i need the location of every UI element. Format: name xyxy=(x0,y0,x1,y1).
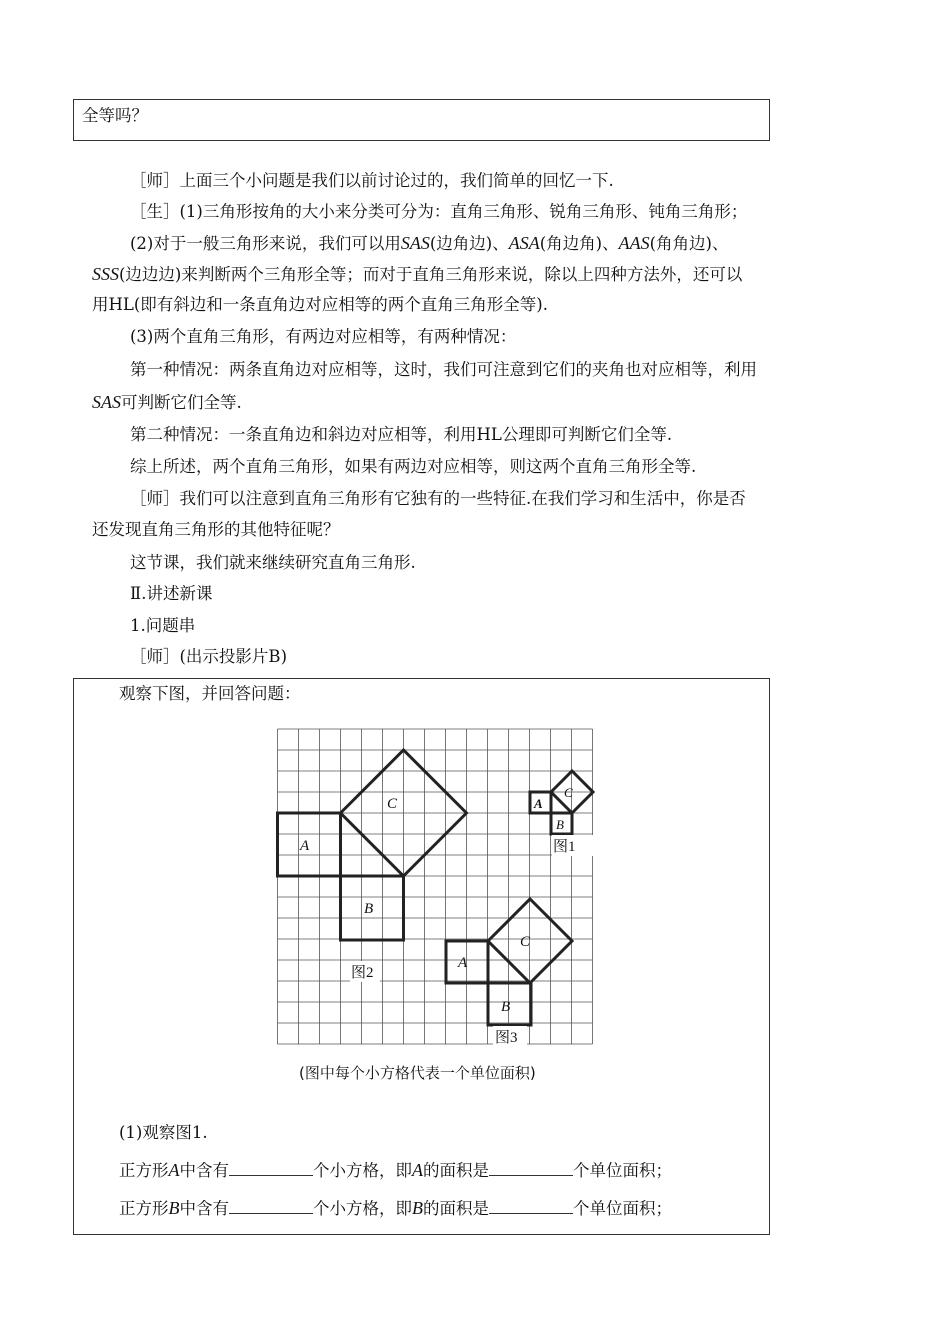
slide-intro: 观察下图，并回答问题： xyxy=(119,684,301,703)
fig3-caption: 图3 xyxy=(495,1030,518,1046)
paragraph-2: ［生］(1)三角形按角的大小来分类可分为：直角三角形、锐角三角形、钝角三角形； xyxy=(130,202,748,221)
slide-box xyxy=(73,678,770,1235)
sas-term-2: SAS xyxy=(92,392,121,412)
pythagoras-grid-figure xyxy=(274,727,599,1057)
paragraph-3 xyxy=(130,232,729,255)
var-b: B xyxy=(168,1198,180,1218)
paragraph-8 xyxy=(92,391,242,414)
fig2-label-c: C xyxy=(387,796,398,812)
fig1-caption: 图1 xyxy=(553,839,576,855)
fig1-label-c: C xyxy=(564,785,573,800)
section-heading: Ⅱ.讲述新课 xyxy=(130,584,213,603)
paragraph-12: 还发现直角三角形的其他特征呢？ xyxy=(92,520,340,539)
paragraph-13: 这节课，我们就来继续研究直角三角形. xyxy=(130,553,416,572)
sss-term: SSS xyxy=(92,264,119,284)
paragraph-7: 第一种情况：两条直角边对应相等，这时，我们可注意到它们的夹角也对应相等，利用 xyxy=(130,360,757,379)
blank-b-count[interactable] xyxy=(229,1197,313,1214)
p4-text: (边边边)来判断两个三角形全等；而对于直角三角形来说，除以上四种方法外，还可以 xyxy=(119,265,743,284)
sas-term: SAS xyxy=(400,233,430,253)
p3-text-d: (角角边)、 xyxy=(649,234,729,253)
question-b-line: 正方形B中含有 个小方格，即B的面积是 个单位面积； xyxy=(119,1198,672,1218)
fig3-label-b: B xyxy=(501,999,511,1015)
asa-term: ASA xyxy=(508,233,540,253)
question-1: (1)观察图1. xyxy=(119,1123,208,1142)
top-box-text: 全等吗？ xyxy=(82,106,148,125)
p3-text-a: (2)对于一般三角形来说，我们可以用 xyxy=(130,234,401,253)
figure-caption: (图中每个小方格代表一个单位面积) xyxy=(299,1064,536,1082)
paragraph-4 xyxy=(92,263,742,286)
blank-b-area[interactable] xyxy=(489,1197,573,1214)
paragraph-10: 综上所述，两个直角三角形，如果有两边对应相等，则这两个直角三角形全等. xyxy=(130,457,697,476)
p3-text-b: (边角边)、 xyxy=(429,234,509,253)
paragraph-6: (3)两个直角三角形，有两边对应相等，有两种情况： xyxy=(130,327,517,346)
blank-a-area[interactable] xyxy=(489,1159,573,1176)
paragraph-9: 第二种情况：一条直角边和斜边对应相等，利用HL公理即可判断它们全等. xyxy=(130,425,673,444)
fig1-label-b: B xyxy=(556,817,564,832)
paragraph-11: ［师］我们可以注意到直角三角形有它独有的一些特征.在我们学习和生活中，你是否 xyxy=(130,489,746,508)
p3-text-c: (角边角)、 xyxy=(539,234,619,253)
fig2-caption: 图2 xyxy=(351,965,374,981)
fig2-label-b: B xyxy=(364,901,374,917)
fig3-label-a: A xyxy=(458,955,468,971)
paragraph-16: ［师］(出示投影片B) xyxy=(130,647,287,666)
fig2-label-a: A xyxy=(300,838,310,854)
p8-text: 可判断它们全等. xyxy=(121,393,242,412)
var-a: A xyxy=(168,1160,180,1180)
fig1-label-a: A xyxy=(534,796,543,811)
paragraph-1: ［师］上面三个小问题是我们以前讨论过的，我们简单的回忆一下. xyxy=(130,171,614,190)
fig3-label-c: C xyxy=(520,934,531,950)
paragraph-5: 用HL(即有斜边和一条直角边对应相等的两个直角三角形全等). xyxy=(92,295,548,314)
top-box xyxy=(73,99,770,141)
question-a-line: 正方形A中含有 个小方格，即A的面积是 个单位面积； xyxy=(119,1160,672,1180)
blank-a-count[interactable] xyxy=(229,1159,313,1176)
aas-term: AAS xyxy=(618,233,650,253)
subsection-heading: 1.问题串 xyxy=(130,616,196,635)
